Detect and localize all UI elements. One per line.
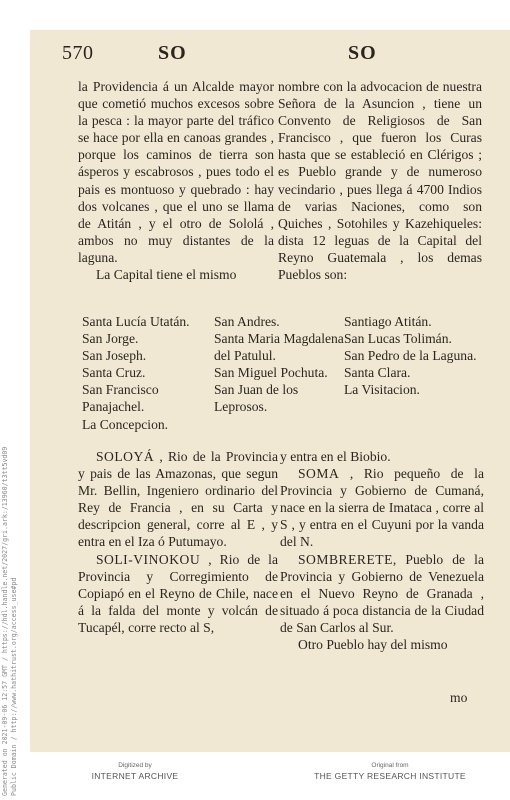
entry	[78, 448, 278, 551]
list-item: San Andres.	[214, 314, 280, 329]
page-header	[30, 38, 510, 68]
original-from-label: Original from	[371, 762, 409, 769]
entry-text: , Rio pequeño de la Provincia y Gobierno de Cumaná, nace en la sierra de Imataca , corre al S , y entra en el Cuyuni por la vanda del N.	[280, 466, 484, 550]
digitized-by-label: Digitized by	[118, 762, 152, 769]
original-from	[290, 758, 490, 781]
left-column-text	[78, 78, 274, 283]
watermark-line-1: Generated on 2021-09-06 12:57 GMT / https://hdl.handle.net/2027/gri.ark:/13960/t3tt5vd09	[1, 446, 9, 796]
entry	[78, 551, 278, 636]
left-running-head: SO	[158, 42, 187, 64]
list-item: San Joseph.	[82, 348, 147, 364]
entry	[280, 551, 484, 636]
list-item: Santa Cruz.	[82, 365, 146, 381]
hathitrust-watermark	[0, 440, 20, 800]
entry-text: , Pueblo de la Provincia y Gobierno de Venezuela en el Nuevo Reyno de Granada , situado á poca distancia de la Ciudad de San Carlos al Sur.	[280, 551, 484, 635]
list-item: San Lucas Tolimán.	[344, 331, 452, 347]
dictionary-entries-right	[280, 448, 484, 653]
paragraph: La Capital tiene el mismo	[96, 267, 237, 283]
list-item: San Juan de los Leprosos.	[214, 382, 299, 415]
entry-headword: SOMA	[298, 466, 340, 482]
watermark-line-2: Public Domain / http://www.hathitrust.org/access_use#pd	[10, 577, 18, 796]
internet-archive-label: INTERNET ARCHIVE	[91, 771, 179, 781]
entry-text: , Rio de la Provincia y pais de las Amazonas, que segun Mr. Bellin, Ingeniero ordinario del Rey de Francia , en su Carta y descripcion general, corre al E , y entra en el Iza ó Putumayo.	[78, 449, 278, 550]
entry-headword: SOLI-VINOKOU	[96, 551, 201, 567]
paragraph: la Providencia á un Alcalde mayor que cometió muchos excesos sobre la pesca : la mayor parte del tráfico se hace por ella en canoas grandes , porque los caminos de tierra son ásperos y escabrosos , pues todo el pais es montuoso y quebrado : hay dos volcanes , que el uno se llama de Atitán , y el otro de Sololá , ambos no muy distantes de la laguna.	[78, 79, 274, 265]
dictionary-entries-left	[78, 448, 278, 636]
entry	[280, 465, 484, 550]
paragraph: nombre con la advocacion de nuestra Señora de la Asuncion , tiene un Convento de Religiosos de San Francisco , que fueron los Curas hasta que se estableció en Clérigos ; es Pueblo grande y de numeroso vecindario , pues llega á 4700 Indios de varias Naciones, como son Quiches , Sotohiles y Kazehiqueles: dista 12 leguas de la Capital del Reyno Guatemala , los demas Pueblos son:	[278, 79, 482, 283]
pueblos-list-col-2	[214, 313, 346, 416]
entry-headword: SOLOYÁ	[96, 449, 155, 464]
list-item: Santa Maria Magdalena del Patulul.	[214, 331, 344, 364]
list-item: La Visitacion.	[344, 382, 420, 398]
pueblos-list-col-3	[344, 313, 486, 398]
entry	[280, 636, 484, 653]
getty-label: THE GETTY RESEARCH INSTITUTE	[314, 771, 466, 781]
entry-text: Otro Pueblo hay del mismo	[298, 637, 448, 653]
entry-text: , Rio de la Provincia y Corregimiento de Copiapó en el Reyno de Chile, nace á la falda del monte y volcán de Tucapél, corre recto al S,	[78, 551, 278, 635]
list-item: San Pedro de la Laguna.	[344, 348, 477, 364]
page-footer	[0, 758, 510, 798]
right-column-text	[278, 78, 482, 283]
page-number: 570	[62, 42, 94, 64]
catchword: mo	[450, 690, 468, 705]
pueblos-list-col-1	[82, 313, 212, 433]
list-item: Santiago Atitán.	[344, 314, 432, 329]
continued-line: y entra en el Biobio.	[280, 449, 391, 464]
digitized-by	[70, 758, 200, 781]
list-item: San Jorge.	[82, 331, 139, 347]
book-page	[30, 30, 510, 752]
list-item: San Miguel Pochuta.	[214, 365, 328, 381]
right-running-head: SO	[348, 42, 377, 64]
list-item: La Concepcion.	[82, 416, 169, 432]
entry-headword: SOMBRERETE	[298, 551, 393, 567]
list-item: Santa Lucía Utatán.	[82, 314, 190, 329]
list-item: San Francisco Panajachel.	[82, 382, 159, 415]
list-item: Santa Clara.	[344, 365, 411, 381]
